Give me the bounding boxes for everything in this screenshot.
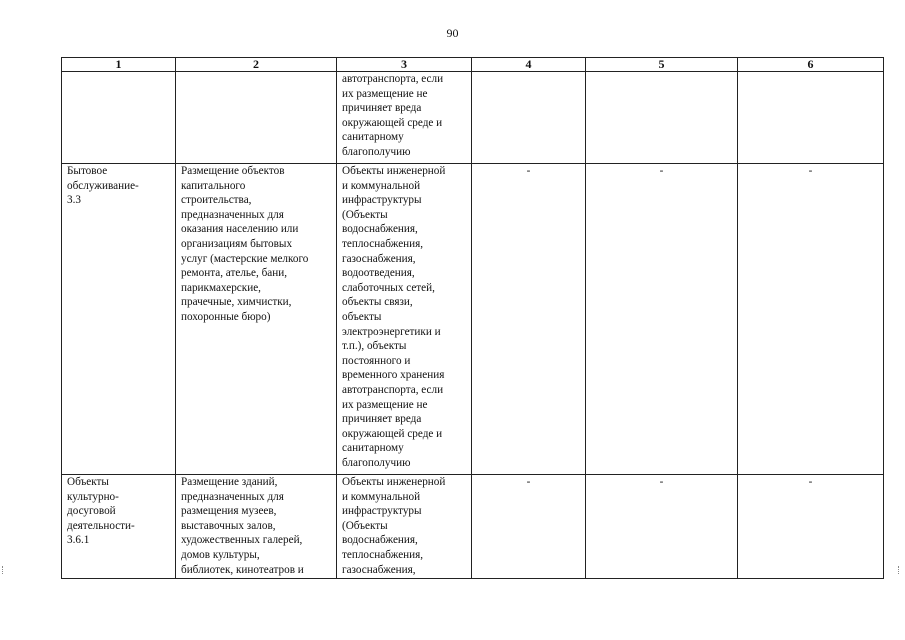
table-cell	[176, 72, 337, 164]
table-cell: Размещение зданий, предназначенных для размещения музеев, выставочных залов, художественных галерей, домов культуры, библиотек, кинотеатров и	[176, 475, 337, 579]
table-cell: -	[738, 164, 884, 475]
column-header: 3	[337, 58, 472, 72]
column-header: 2	[176, 58, 337, 72]
table-cell: Размещение объектов капитального строительства, предназначенных для оказания населению или организациям бытовых услуг (мастерские мелкого ремонта, ателье, бани, парикмахерские, прачечные, химчистки, похоронные бюро)	[176, 164, 337, 475]
table-cell: -	[472, 164, 586, 475]
column-header: 1	[62, 58, 176, 72]
scan-mark-right	[898, 566, 902, 574]
regulations-table	[61, 57, 884, 579]
table-header-row	[62, 58, 884, 72]
table-cell: -	[472, 475, 586, 579]
column-header: 4	[472, 58, 586, 72]
table-cell: Бытовое обслуживание- 3.3	[62, 164, 176, 475]
scan-mark-left	[2, 566, 6, 574]
table-cell: Объекты инженерной и коммунальной инфраструктуры (Объекты водоснабжения, теплоснабжения, газоснабжения,	[337, 475, 472, 579]
table-cell: Объекты инженерной и коммунальной инфраструктуры (Объекты водоснабжения, теплоснабжения, газоснабжения, водоотведения, слаботочных сетей, объекты связи, объекты электроэнергетики и т.п.), объекты постоянного и временного хранения автотранспорта, если их размещение не причиняет вреда окружающей среде и санитарному благополучию	[337, 164, 472, 475]
table-row	[62, 475, 884, 579]
page-number: 90	[446, 26, 459, 40]
table-row	[62, 164, 884, 475]
table-cell: -	[586, 164, 738, 475]
table-cell: -	[738, 475, 884, 579]
column-header: 6	[738, 58, 884, 72]
table-cell	[738, 72, 884, 164]
table-cell: Объекты культурно- досуговой деятельности- 3.6.1	[62, 475, 176, 579]
table-cell: -	[586, 475, 738, 579]
table-cell: автотранспорта, если их размещение не причиняет вреда окружающей среде и санитарному благополучию	[337, 72, 472, 164]
column-header: 5	[586, 58, 738, 72]
table-cell	[472, 72, 586, 164]
table-cell	[62, 72, 176, 164]
table-row	[62, 72, 884, 164]
table-cell	[586, 72, 738, 164]
